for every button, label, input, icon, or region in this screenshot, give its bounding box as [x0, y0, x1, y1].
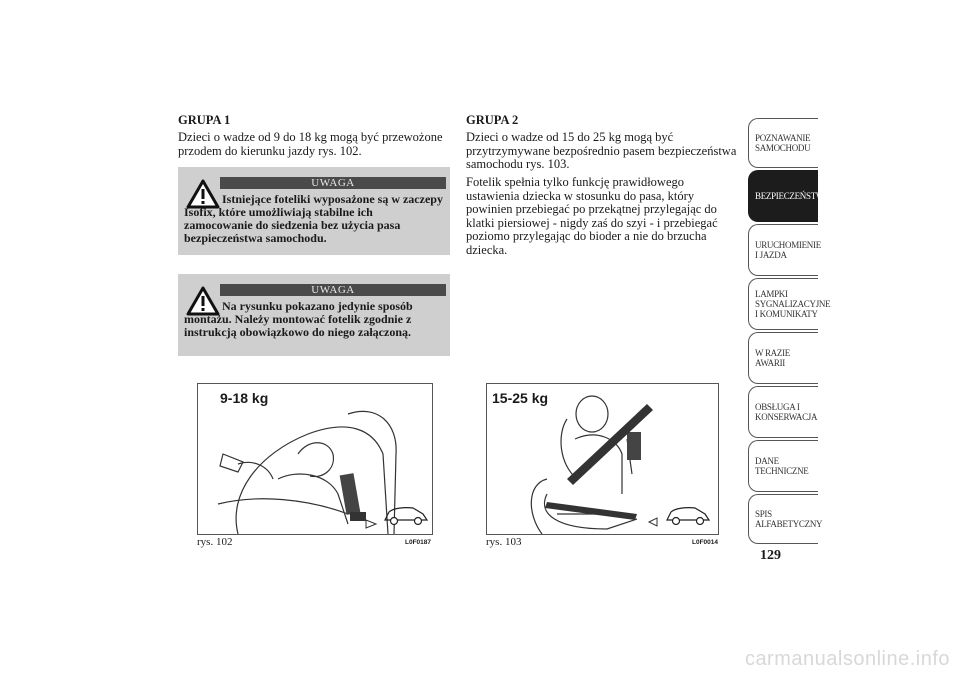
- figure-code: L0F0014: [692, 539, 719, 546]
- tab-spis-alfabetyczny[interactable]: SPIS ALFABETYCZNY: [748, 494, 818, 544]
- footer-watermark: carmanualsonline.info: [744, 648, 950, 670]
- tab-uruchomienie-i-jazda[interactable]: URUCHOMIENIE I JAZDA: [748, 224, 818, 276]
- group2-paragraph-2: Fotelik spełnia tylko funkcję prawidłowego ustawienia dziecka w stosunku do pasa, który powinien przebiegać po przekątnej przylegając do klatki piersiowej - nigdy zaś do szyi - i przebiegać poziomo przylegając do bioder a nie do brzucha dziecka.: [466, 175, 718, 257]
- page-number: 129: [760, 548, 781, 563]
- figure-caption: rys. 103: [486, 536, 522, 548]
- child-seat-illustration: [198, 384, 432, 534]
- warning-text: Istniejące foteliki wyposażone są w zaczepy Isofix, które umożliwiają stabilne ich zamocowanie do siedzenia bez użycia pasa bezpieczeństwa samochodu.: [184, 192, 443, 245]
- tab-w-razie-awarii[interactable]: W RAZIE AWARII: [748, 332, 818, 384]
- warning-title: UWAGA: [220, 177, 446, 189]
- figure-caption: rys. 102: [197, 536, 233, 548]
- figure-weight-label: 15-25 kg: [492, 390, 549, 406]
- tab-obsluga-i-konserwacja[interactable]: OBSŁUGA I KONSERWACJA: [748, 386, 818, 438]
- section-heading-group1: GRUPA 1: [178, 113, 231, 127]
- warning-title: UWAGA: [220, 284, 446, 296]
- warning-box-1: [178, 167, 450, 255]
- figure-103: [486, 383, 719, 535]
- tab-dane-techniczne[interactable]: DANE TECHNICZNE: [748, 440, 818, 492]
- figure-weight-label: 9-18 kg: [220, 390, 269, 406]
- group1-paragraph: Dzieci o wadze od 9 do 18 kg mogą być przewożone przodem do kierunku jazdy rys. 102.: [178, 130, 443, 158]
- tab-poznawanie-samochodu[interactable]: POZNAWANIE SAMOCHODU: [748, 118, 818, 168]
- group2-paragraph-1: Dzieci o wadze od 15 do 25 kg mogą być przytrzymywane bezpośrednio pasem bezpieczeństwa samochodu rys. 103.: [466, 130, 737, 172]
- booster-seat-illustration: [487, 384, 718, 534]
- warning-box-2: [178, 274, 450, 356]
- tab-bezpieczenstwo[interactable]: BEZPIECZEŃSTWO: [748, 170, 818, 222]
- figure-102: [197, 383, 433, 535]
- warning-text: Na rysunku pokazano jedynie sposób montażu. Należy montować fotelik zgodnie z instrukcją obowiązkowo do niego załączoną.: [184, 299, 413, 339]
- section-heading-group2: GRUPA 2: [466, 113, 519, 127]
- tab-lampki-sygnalizacyjne[interactable]: LAMPKI SYGNALIZACYJNE I KOMUNIKATY: [748, 278, 818, 330]
- figure-code: L0F0187: [405, 539, 432, 546]
